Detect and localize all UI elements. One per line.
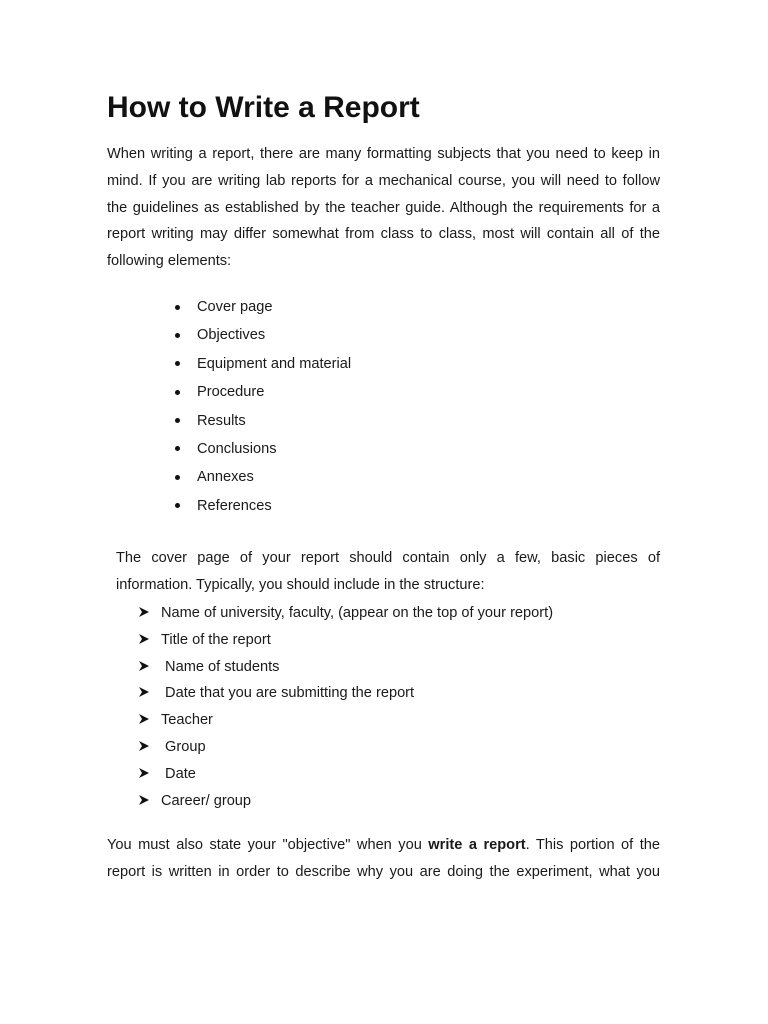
objective-line (107, 832, 660, 859)
objective-paragraph (107, 832, 660, 886)
intro-line: mind. If you are writing lab reports for a mechanical course, you will need to follow (107, 172, 660, 189)
list-item (138, 707, 553, 734)
intro-line: When writing a report, there are many formatting subjects that you need to keep in (107, 146, 660, 162)
list-item (138, 761, 553, 788)
bullet-icon (175, 333, 180, 338)
list-item-label: Objectives (197, 327, 266, 344)
list-item-label: Equipment and material (197, 355, 352, 372)
intro-line: report writing may differ somewhat from class to class, most will contain all of the (107, 226, 660, 243)
list-item (138, 680, 553, 707)
objective-line: report is written in order to describe why you are doing the experiment, what you (107, 863, 660, 880)
cover-structure-list (138, 600, 553, 814)
list-item-label: Procedure (197, 384, 265, 401)
arrow-bullet-icon (138, 633, 150, 645)
list-item-label: References (197, 497, 272, 514)
arrow-bullet-icon (138, 660, 150, 672)
list-item-label: Conclusions (197, 440, 277, 457)
list-item-label: Group (161, 738, 206, 755)
cover-line: The cover page of your report should contain only a few, basic pieces of (116, 550, 660, 566)
list-item-label: Name of students (161, 658, 280, 675)
list-item-label: Name of university, faculty, (appear on the top of your report) (161, 605, 554, 621)
arrow-bullet-icon (138, 713, 150, 725)
list-item (170, 293, 351, 321)
list-item-label: Cover page (197, 299, 273, 315)
arrow-bullet-icon (138, 606, 150, 618)
objective-text-after: . This portion of the (525, 837, 660, 853)
list-item-label: Title of the report (161, 631, 271, 648)
list-item (170, 435, 351, 463)
intro-paragraph (107, 141, 660, 275)
objective-text-before: You must also state your "objective" when you (107, 837, 429, 853)
arrow-bullet-icon (138, 686, 150, 698)
report-elements-list (170, 293, 351, 520)
list-item (170, 350, 351, 378)
bullet-icon (175, 305, 180, 310)
cover-page-paragraph (116, 545, 660, 599)
intro-line: the guidelines as established by the teacher guide. Although the requirements for a (107, 199, 660, 216)
list-item (138, 627, 553, 654)
list-item (138, 600, 553, 627)
intro-line: following elements: (107, 253, 232, 270)
list-item-label: Date (161, 765, 196, 782)
list-item-label: Annexes (197, 469, 254, 486)
cover-line: information. Typically, you should include in the structure: (116, 576, 485, 593)
list-item (138, 788, 553, 815)
list-item (138, 654, 553, 681)
list-item-label: Teacher (161, 712, 213, 729)
bullet-icon (175, 418, 180, 423)
write-a-report-emphasis: write a report (428, 837, 526, 853)
arrow-bullet-icon (138, 767, 150, 779)
bullet-icon (175, 475, 180, 480)
list-item (170, 492, 351, 520)
list-item-label: Career/ group (161, 792, 252, 809)
list-item-label: Results (197, 412, 246, 429)
list-item (138, 734, 553, 761)
bullet-icon (175, 446, 180, 451)
list-item (170, 407, 351, 435)
list-item-label: Date that you are submitting the report (161, 685, 415, 702)
list-item (170, 378, 351, 406)
arrow-bullet-icon (138, 740, 150, 752)
page-title: How to Write a Report (107, 91, 420, 124)
bullet-icon (175, 390, 180, 395)
arrow-bullet-icon (138, 794, 150, 806)
list-item (170, 321, 351, 349)
list-item (170, 463, 351, 491)
bullet-icon (175, 503, 180, 508)
bullet-icon (175, 361, 180, 366)
